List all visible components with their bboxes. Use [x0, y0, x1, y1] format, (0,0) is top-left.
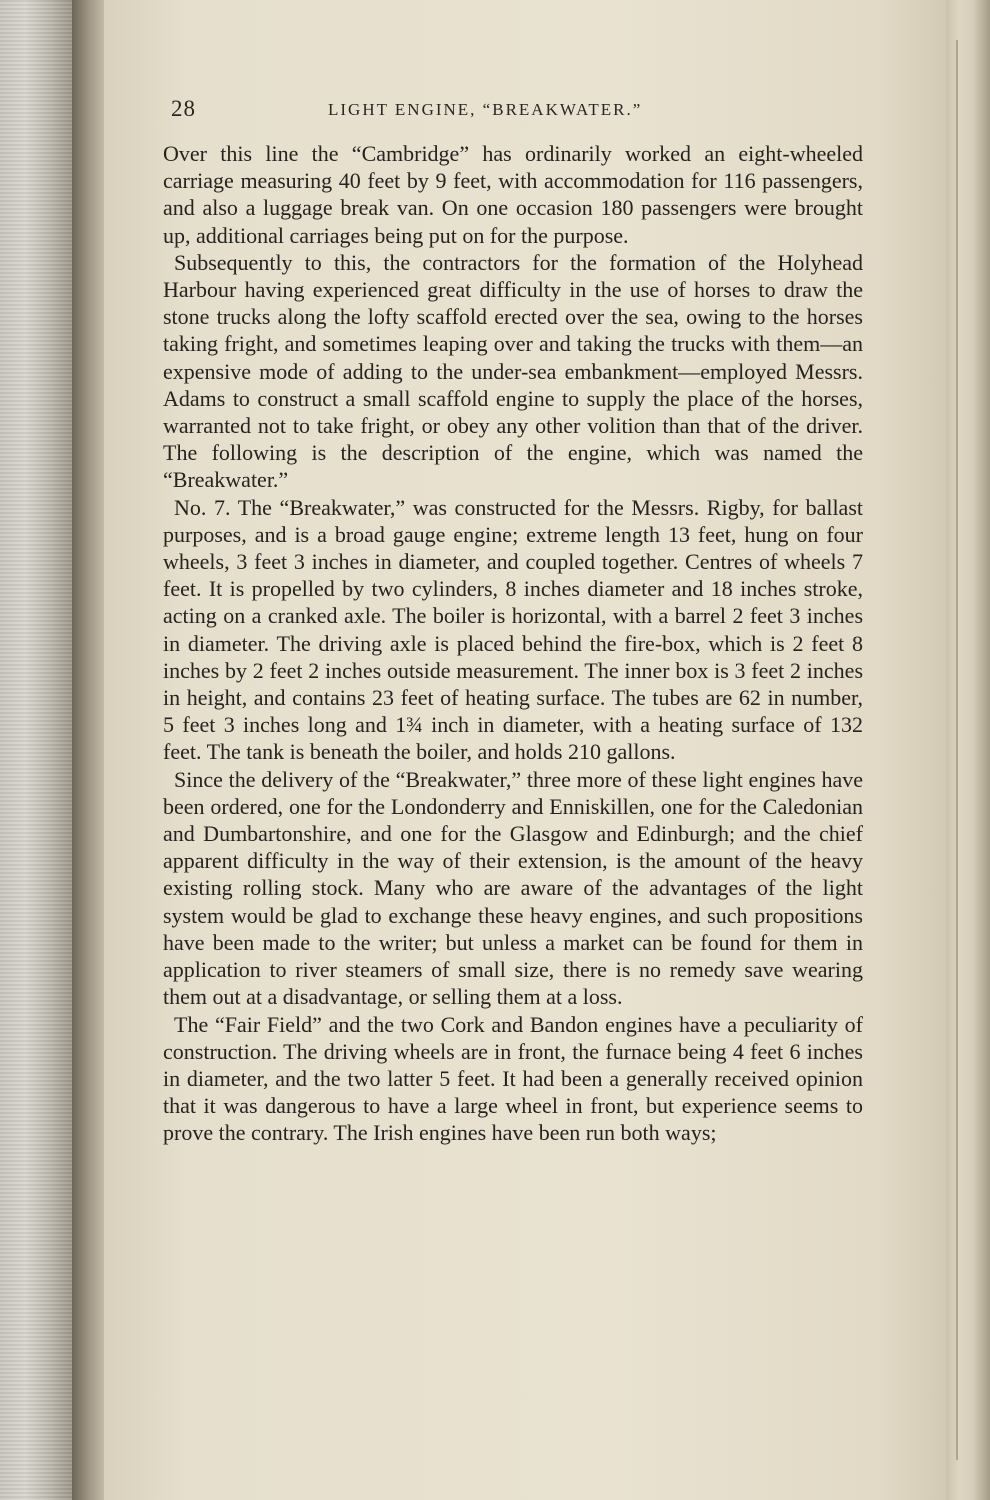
- paragraph: The “Fair Field” and the two Cork and Bandon engines have a peculiarity of construction. The driving wheels are in front, the furnace being 4 feet 6 inches in diameter, and the two latter 5 feet. It had been a generally received opinion that it was dangerous to have a large wheel in front, but experience seems to prove the contrary. The Irish engines have been run both ways;: [163, 1011, 863, 1146]
- paragraph: Over this line the “Cambridge” has ordinarily worked an eight-wheeled carriage measuring 40 feet by 9 feet, with accommodation for 116 passengers, and also a luggage break van. On one occasion 180 passengers were brought up, additional carriages being put on for the purpose.: [163, 141, 863, 248]
- page-edge-line: [956, 40, 958, 1460]
- page-number: 28: [171, 96, 196, 121]
- running-title: LIGHT ENGINE, “BREAKWATER.”: [328, 100, 643, 119]
- paragraph: Since the delivery of the “Breakwater,” three more of these light engines have been ordered, one for the Londonderry and Enniskillen, one for the Caledonian and Dumbartonshire, and one for the Glasgow and Edinburgh; and the chief apparent difficulty in the way of their extension, is the amount of the heavy existing rolling stock. Many who are aware of the advantages of the light system would be glad to exchange these heavy engines, and such propositions have been made to the writer; but unless a market can be found for them in application to river steamers of small size, there is no remedy save wearing them out at a disadvantage, or selling them at a loss.: [163, 766, 863, 1010]
- paragraph: Subsequently to this, the contractors for the formation of the Holyhead Harbour having experienced great difficulty in the use of horses to draw the stone trucks along the lofty scaffold erected over the sea, owing to the horses taking fright, and sometimes leaping over and taking the trucks with them—an expensive mode of adding to the under-sea embankment—employed Messrs. Adams to construct a small scaffold engine to supply the place of the horses, warranted not to take fright, or obey any other volition than that of the driver. The following is the description of the engine, which was named the “Breakwater.”: [163, 249, 863, 493]
- paragraph: No. 7. The “Breakwater,” was constructed for the Messrs. Rigby, for ballast purposes, and is a broad gauge engine; extreme length 13 feet, hung on four wheels, 3 feet 3 inches in diameter, and coupled together. Centres of wheels 7 feet. It is propelled by two cylinders, 8 inches diameter and 18 inches stroke, acting on a cranked axle. The boiler is horizontal, with a barrel 2 feet 3 inches in diameter. The driving axle is placed behind the fire-box, which is 2 feet 8 inches by 2 feet 2 inches outside measurement. The inner box is 3 feet 2 inches in height, and contains 23 feet of heating surface. The tubes are 62 in number, 5 feet 3 inches long and 1¾ inch in diameter, with a heating surface of 132 feet. The tank is beneath the boiler, and holds 210 gallons.: [163, 494, 863, 765]
- body-text: [163, 140, 863, 1147]
- book-binding: [0, 0, 72, 1500]
- facing-page-edge: [946, 0, 990, 1500]
- running-head: [171, 96, 761, 132]
